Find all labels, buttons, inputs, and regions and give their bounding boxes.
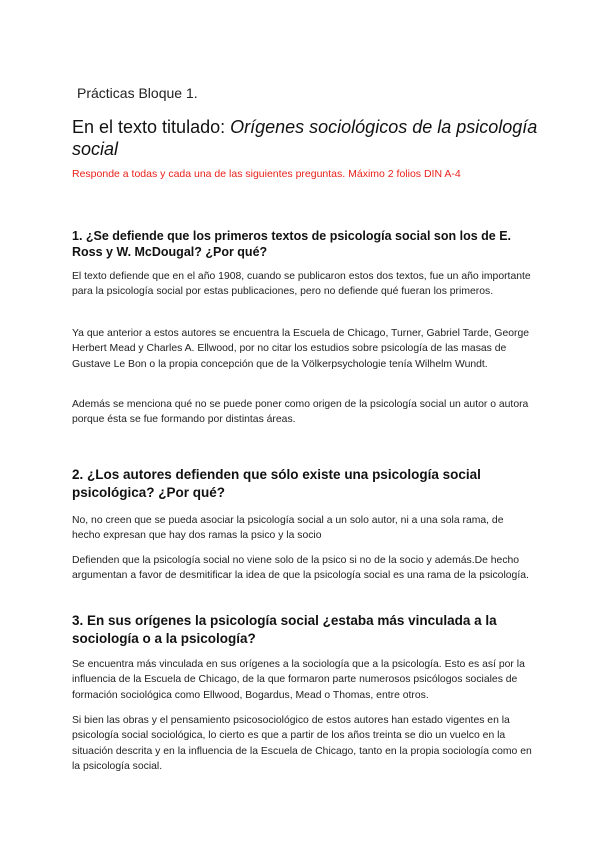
page-title-italic: Orígenes sociológicos de la psicología social (72, 117, 538, 159)
question-3-title: 3. En sus orígenes la psicología social ¿estaba más vinculada a la sociología o a la psicología? (72, 613, 497, 646)
question-1-answer-paragraph-1: El texto defiende que en el año 1908, cuando se publicaron estos dos textos, fue un año importante para la psicología social por estas publicaciones, pero no defiende qué fueran los primeros. (72, 271, 531, 298)
page-title (72, 116, 542, 160)
question-2-answer-paragraph-1: No, no creen que se pueda asociar la psicología social a un solo autor, ni a una sola rama, de hecho expresan que hay dos ramas la psico y la socio (72, 515, 504, 542)
question-3-answer-paragraph-2: Si bien las obras y el pensamiento psicosociológico de estos autores han estado vigentes en la psicología social sociológica, lo cierto es que a partir de los años treinta se dio un vuelco en la situación descrita y en la influencia de la Escuela de Chicago, tanto en la propia sociología como en la psicología social. (72, 715, 532, 773)
instruction-text: Responde a todas y cada una de las siguientes preguntas. Máximo 2 folios DIN A-4 (72, 168, 461, 180)
question-2-title: 2. ¿Los autores defienden que sólo existe una psicología social psicológica? ¿Por qué? (72, 467, 481, 500)
question-1-answer-paragraph-3: Además se menciona qué no se puede poner como origen de la psicología social un autor o autora porque ésta se fue formando por distintas áreas. (72, 399, 529, 426)
document-subtitle: Prácticas Bloque 1. (77, 85, 198, 101)
page-title-plain: En el texto titulado: (72, 117, 231, 137)
question-2-answer-paragraph-2: Defienden que la psicología social no viene solo de la psico si no de la socio y además.De hecho argumentan a favor de desmitificar la idea de que la psicología social es una rama de la psicología. (72, 555, 529, 582)
question-1-title: 1. ¿Se defiende que los primeros textos de psicología social son los de E. Ross y W. McDougal? ¿Por qué? (72, 229, 512, 259)
question-3-answer-paragraph-1: Se encuentra más vinculada en sus orígenes a la sociología que a la psicología. Esto es así por la influencia de la Escuela de Chicago, de la que formaron parte numerosos psicólogos sociales de formación sociológica como Ellwood, Bogardus, Mead o Thomas, entre otros. (72, 659, 525, 701)
question-1-answer-paragraph-2: Ya que anterior a estos autores se encuentra la Escuela de Chicago, Turner, Gabriel Tarde, George Herbert Mead y Charles A. Ellwood, por no citar los estudios sobre psicología de las masas de Gustave Le Bon o la propia concepción que de la Völkerpsychologie tenía Wilhelm Wundt. (72, 328, 530, 370)
